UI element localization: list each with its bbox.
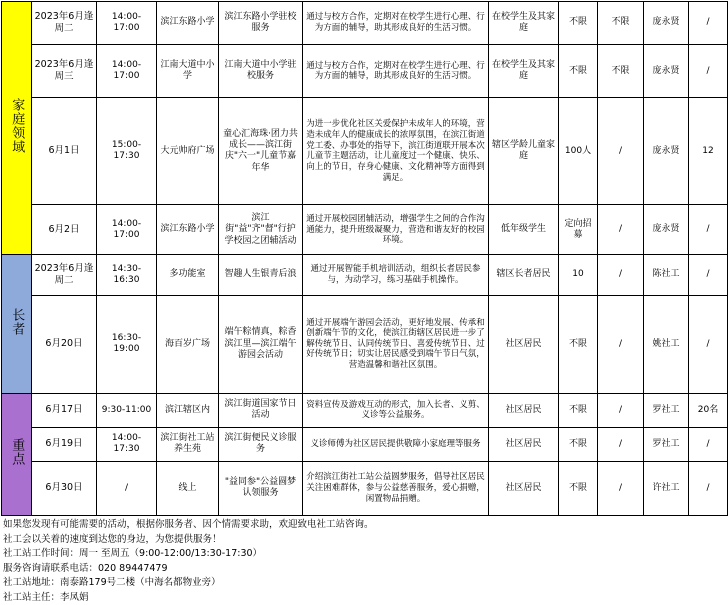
activity-contact: 庞永贤 [644, 2, 689, 45]
activity-place: 海百岁广场 [157, 295, 219, 393]
activity-audience: 在校学生及其家庭 [489, 2, 559, 45]
footer-note-1: 如果您发现有可能需要的活动，根据你服务者、因个情需要求助，欢迎致电社工站咨询。 [3, 519, 374, 530]
activity-place: 江南大道中小学 [157, 45, 219, 98]
activity-fee: / [598, 205, 644, 255]
activity-audience: 社区居民 [489, 461, 559, 515]
activity-name: 滨江东路小学驻校服务 [219, 2, 303, 45]
activity-time: 14:00-17:00 [97, 2, 157, 45]
activity-description: 通过开展智能手机培训活动，组织长者居民参与，为动学习，练习基础手机操作。 [303, 255, 489, 295]
activity-phone: / [689, 461, 728, 515]
activity-place: 多功能室 [157, 255, 219, 295]
activity-contact: 罗社工 [644, 427, 689, 461]
activity-date: 6月20日 [32, 295, 97, 393]
activity-schedule-table [1, 1, 728, 516]
footer-phone: 服务咨询请联系电话：020 89447479 [3, 562, 168, 574]
activity-phone: / [689, 2, 728, 45]
activity-date: 6月2日 [32, 205, 97, 255]
activity-name: 江南大道中小学驻校服务 [219, 45, 303, 98]
activity-time: 14:30-16:30 [97, 255, 157, 295]
footer-director: 社工站主任：李凤娟 [3, 591, 89, 603]
category-elder [2, 255, 32, 393]
activity-fee: 不限 [598, 2, 644, 45]
activity-audience: 社区居民 [489, 427, 559, 461]
activity-fee: / [598, 98, 644, 205]
activity-contact: 陈社工 [644, 255, 689, 295]
activity-contact: 罗社工 [644, 393, 689, 427]
activity-quota: 100人 [559, 98, 598, 205]
table-row [2, 98, 728, 205]
table-row [2, 393, 728, 427]
activity-date: 2023年6月逢周二 [32, 255, 97, 295]
activity-time: 14:00-17:00 [97, 45, 157, 98]
activity-place: 线上 [157, 461, 219, 515]
activity-name: 童心汇海珠·团力共成长——滨江街庆"六一"儿童节嘉年华 [219, 98, 303, 205]
activity-phone: 20名 [689, 393, 728, 427]
activity-place: 滨江东路小学 [157, 205, 219, 255]
activity-audience: 在校学生及其家庭 [489, 45, 559, 98]
activity-name: 滨江街"益"齐"督"行护学校园之团辅活动 [219, 205, 303, 255]
activity-date: 6月17日 [32, 393, 97, 427]
activity-time: 16:30-19:00 [97, 295, 157, 393]
activity-quota: 10 [559, 255, 598, 295]
table-row [2, 205, 728, 255]
activity-description: 通过开展校园团辅活动，增强学生之间的合作沟通能力，提升班级凝聚力，营造和谐友好的校园环境。 [303, 205, 489, 255]
activity-quota: 不限 [559, 45, 598, 98]
table-row [2, 461, 728, 515]
activity-date: 2023年6月逢周三 [32, 45, 97, 98]
activity-fee: / [598, 393, 644, 427]
activity-quota: 不限 [559, 393, 598, 427]
activity-fee: / [598, 255, 644, 295]
activity-contact: 庞永贤 [644, 98, 689, 205]
activity-audience: 辖区长者居民 [489, 255, 559, 295]
footer-hours: 社工站工作时间：周一 至周五（9:00-12:00/13:30-17:30） [3, 548, 263, 559]
activity-description: 资料宣传及游戏互动的形式，加入长者、义剪、义诊等公益服务。 [303, 393, 489, 427]
footer-note-2: 社工会以关着的速度到达您的身边，为您提供服务！ [3, 533, 222, 545]
activity-name: "益同参"公益圆梦认领服务 [219, 461, 303, 515]
activity-quota: 定向招募 [559, 205, 598, 255]
activity-date: 6月30日 [32, 461, 97, 515]
activity-name: 智趣人生银青后浪 [219, 255, 303, 295]
activity-time: 15:00-17:30 [97, 98, 157, 205]
activity-date: 6月1日 [32, 98, 97, 205]
activity-fee: / [598, 295, 644, 393]
table-row [2, 2, 728, 45]
activity-name: 滨江街道国家节日活动 [219, 393, 303, 427]
activity-contact: 庞永贤 [644, 45, 689, 98]
activity-fee: 不限 [598, 45, 644, 98]
activity-fee: / [598, 461, 644, 515]
activity-phone: 12 [689, 98, 728, 205]
activity-date: 6月19日 [32, 427, 97, 461]
activity-place: 大元帅府广场 [157, 98, 219, 205]
activity-description: 通过开展端午游园会活动，更好地发展、传承和创新端午节的文化，使滨江街辖区居民进一步了解传统节日、认同传统节日、喜爱传统节日、过好传统节日；切实让居民感受到端午节日气氛，营造温馨和谐社区氛围。 [303, 295, 489, 393]
activity-fee: / [598, 427, 644, 461]
activity-contact: 许社工 [644, 461, 689, 515]
table-row [2, 427, 728, 461]
category-label: 重点 [9, 437, 25, 466]
activity-time: 9:30-11:00 [97, 393, 157, 427]
activity-quota: 不限 [559, 461, 598, 515]
activity-phone: / [689, 427, 728, 461]
activity-description: 为进一步优化社区关爱保护未成年人的环境，营造未成年人的健康成长的浓厚氛围，在滨江街道党工委、办事处的指导下，滨江街道联开展本次儿童节主题活动，让儿童度过一个健康、快乐、向上的节日，存身心健康、文化精神等方面得到满足。 [303, 98, 489, 205]
activity-phone: / [689, 255, 728, 295]
activity-place: 滨江辖区内 [157, 393, 219, 427]
activity-date: 2023年6月逢周二 [32, 2, 97, 45]
activity-description: 通过与校方合作，定期对在校学生进行心理、行为方面的辅导，助其形成良好的生活习惯。 [303, 45, 489, 98]
activity-description: 义诊师傅为社区居民提供敬障小家庭理等服务 [303, 427, 489, 461]
activity-audience: 社区居民 [489, 393, 559, 427]
activity-contact: 庞永贤 [644, 205, 689, 255]
activity-phone: / [689, 205, 728, 255]
activity-quota: 不限 [559, 427, 598, 461]
activity-description: 介绍滨江街社工站公益圆梦服务，倡导社区居民关注困难群体，参与公益慈善服务，爱心捐赠，闲置物品捐赠。 [303, 461, 489, 515]
category-family [2, 2, 32, 255]
activity-contact: 姚社工 [644, 295, 689, 393]
table-row [2, 45, 728, 98]
activity-audience: 辖区学龄儿童家庭 [489, 98, 559, 205]
table-row [2, 295, 728, 393]
activity-quota: 不限 [559, 2, 598, 45]
category-label: 家庭领域 [9, 97, 25, 154]
activity-name: 滨江街便民义诊服务 [219, 427, 303, 461]
footer-address: 社工站地址：南泰路179号二楼（中海名都物业旁） [3, 577, 221, 588]
category-label: 长者 [9, 307, 25, 336]
activity-name: 端午粽情真，粽香滨江里—滨江端午游园会活动 [219, 295, 303, 393]
activity-phone: / [689, 45, 728, 98]
activity-time: 14:00-17:00 [97, 205, 157, 255]
activity-phone: / [689, 295, 728, 393]
category-focus [2, 393, 32, 515]
activity-time: 14:00-17:30 [97, 427, 157, 461]
activity-audience: 低年级学生 [489, 205, 559, 255]
activity-place: 滨江街社工站养生苑 [157, 427, 219, 461]
table-row [2, 255, 728, 295]
activity-place: 滨江东路小学 [157, 2, 219, 45]
activity-description: 通过与校方合作，定期对在校学生进行心理、行为方面的辅导，助其形成良好的生活习惯。 [303, 2, 489, 45]
activity-audience: 社区居民 [489, 295, 559, 393]
activity-time: / [97, 461, 157, 515]
footer-notes [3, 518, 725, 605]
activity-quota: 不限 [559, 295, 598, 393]
